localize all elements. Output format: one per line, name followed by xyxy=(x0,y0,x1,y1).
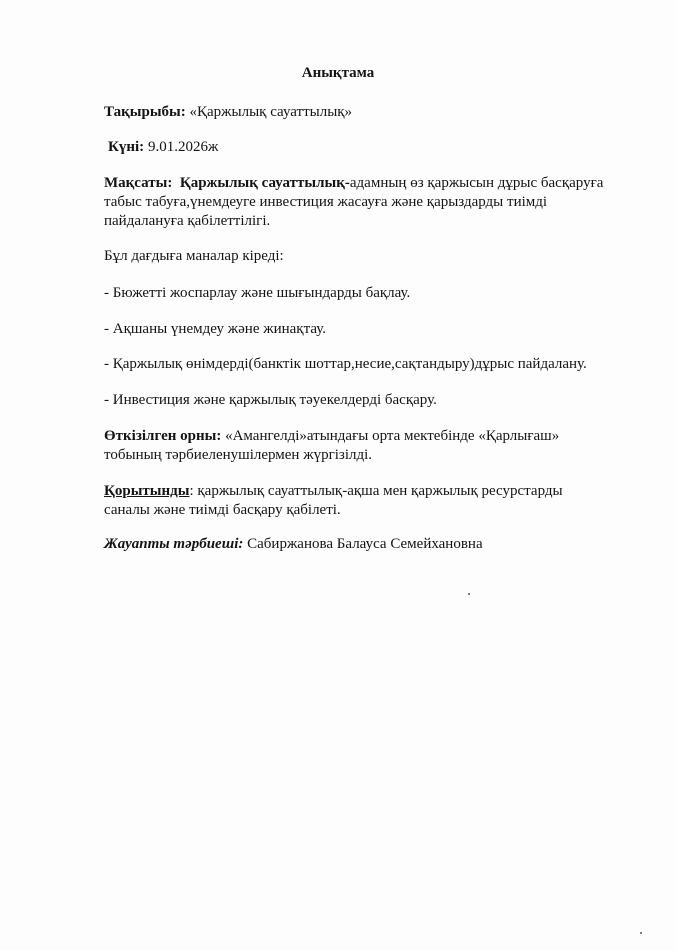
goal-term: Қаржылық сауаттылық- xyxy=(179,175,350,191)
date-value: 9.01.2026ж xyxy=(147,139,219,155)
goal-label: Мақсаты: xyxy=(104,175,173,191)
conclusion-label: Қорытынды xyxy=(104,483,190,499)
topic-label: Тақырыбы: xyxy=(104,104,186,120)
scan-speck xyxy=(640,932,642,934)
skill-item: - Бюжетті жоспарлау және шығындарды бақлау. xyxy=(104,285,411,301)
date-label: Күні: xyxy=(108,139,145,155)
venue-text: «Амангелді»атындағы орта мектебінде «Қарлығаш» тобының тәрбиеленушілермен жүргізілді. xyxy=(104,428,560,463)
responsible-name: Сабиржанова Балауса Семейхановна xyxy=(247,536,483,552)
scan-speck xyxy=(468,593,470,595)
goal-text: адамның өз қаржысын дұрыс басқаруға табыс табуға,үнемдеуге инвестиция жасауға және қарыздарды тиімді пайдалануға қабілеттілігі. xyxy=(104,175,604,229)
goal-paragraph xyxy=(104,174,624,231)
skill-item: - Инвестиция және қаржылық тәуекелдерді басқару. xyxy=(104,392,437,408)
skill-item: - Ақшаны үнемдеу және жинақтау. xyxy=(104,321,326,337)
conclusion-text: : қаржылық сауаттылық-ақша мен қаржылық ресурстарды саналы және тиімді басқару қабілеті. xyxy=(104,483,563,518)
responsible-label: Жауапты тәрбиеші: xyxy=(104,536,244,552)
skills-intro: Бұл дағдыға маналар кіреді: xyxy=(104,248,284,264)
responsible-line xyxy=(104,535,483,554)
venue-label: Өткізілген орны: xyxy=(104,428,222,444)
topic-line xyxy=(104,103,352,122)
conclusion-paragraph xyxy=(104,482,604,520)
skill-item: - Қаржылық өнімдерді(банктік шоттар,несие,сақтандыру)дұрыс пайдалану. xyxy=(104,356,587,372)
venue-paragraph xyxy=(104,427,614,465)
date-line xyxy=(108,138,218,157)
document-title: Анықтама xyxy=(301,65,375,81)
topic-value: «Қаржылық сауаттылық» xyxy=(189,104,353,120)
